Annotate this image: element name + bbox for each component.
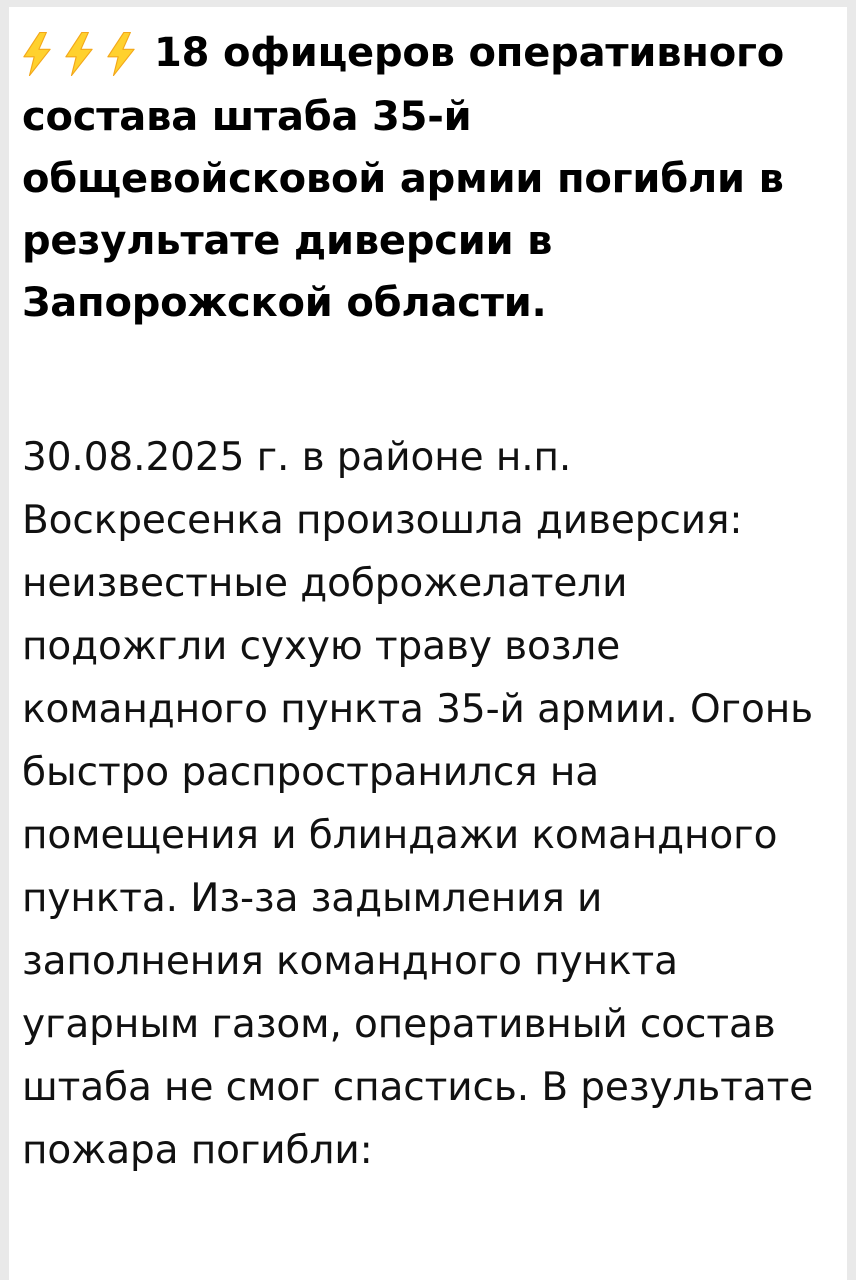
high-voltage-emoji: [22, 32, 52, 76]
paragraph-spacer: [22, 334, 828, 426]
message-body: 30.08.2025 г. в районе н.п. Воскресенка произошла диверсия: неизвестные доброжелатели подожгли сухую траву возле командного пункта 35-й армии. Огонь быстро распространился на помещения и блиндажи командного пункта. Из-за задымления и заполнения командного пункта угарным газом, оперативный состав штаба не смог спастись. В результате пожара погибли:: [22, 435, 814, 1173]
headline-text: 18 офицеров оперативного состава штаба 35-й общевойсковой армии погибли в результате диверсии в Запорожской области.: [22, 30, 785, 326]
high-voltage-emoji: [64, 32, 94, 76]
high-voltage-emoji: [106, 32, 136, 76]
message-headline: [22, 22, 828, 334]
high-voltage-emoji-group: [22, 32, 148, 78]
